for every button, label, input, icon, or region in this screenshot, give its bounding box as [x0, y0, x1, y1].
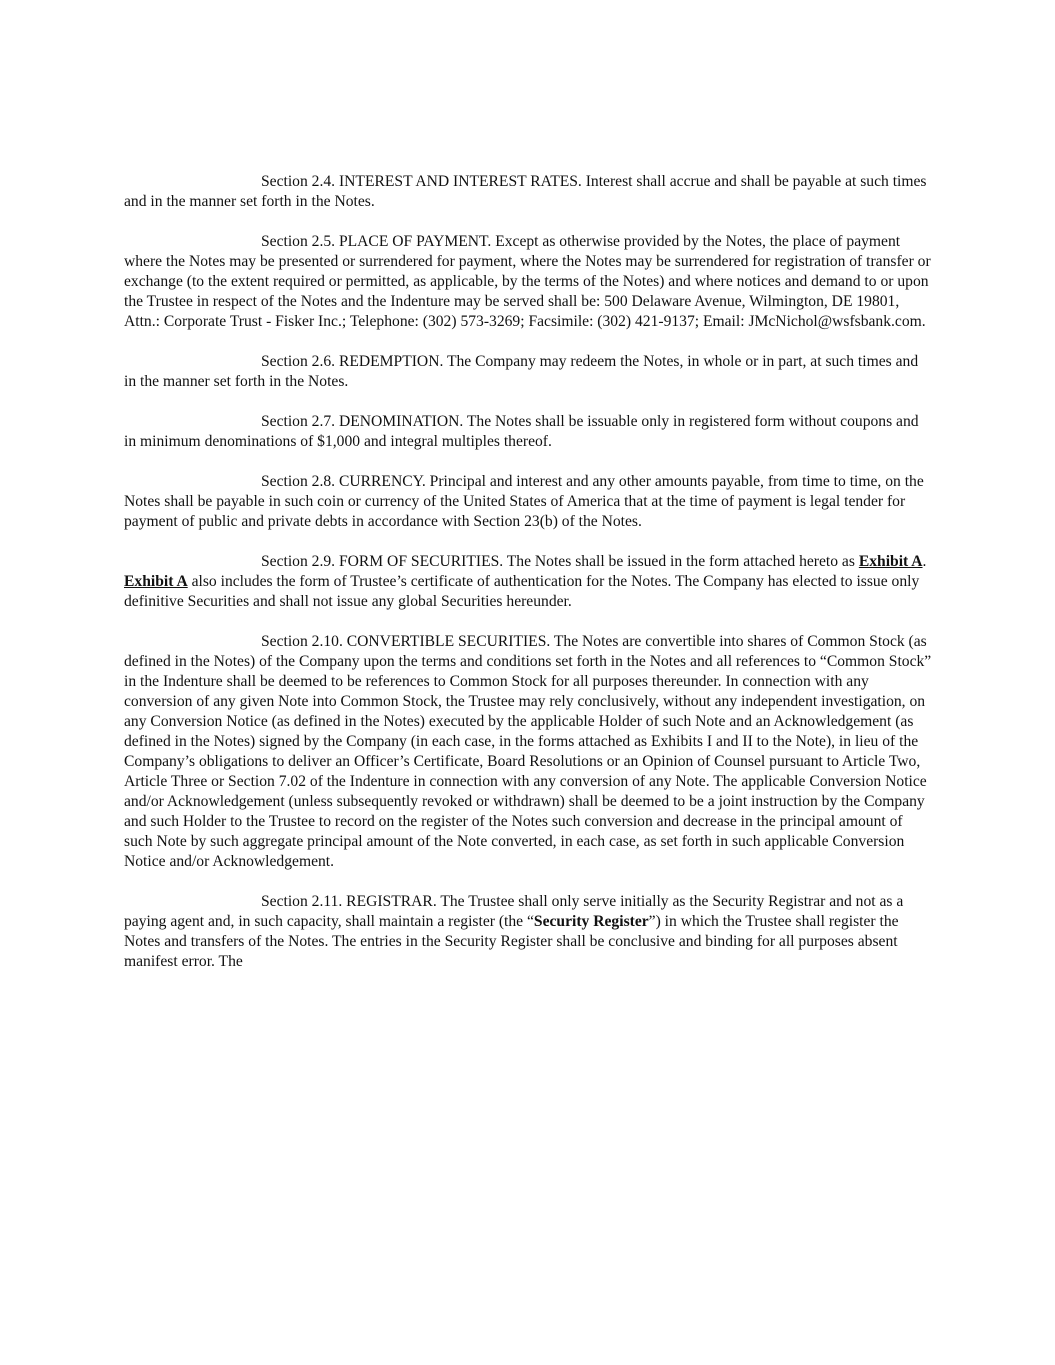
section-2-9-separator: .: [922, 553, 927, 570]
section-2-9-rest: also includes the form of Trustee’s certificate of authentication for the Notes. The Company has elected to issue only definitive Securities and shall not issue any global Securities hereunder.: [124, 573, 920, 610]
section-2-10-convertible-securities: Section 2.10. CONVERTIBLE SECURITIES. The Notes are convertible into shares of Common Stock (as defined in the Notes) of the Company upon the terms and conditions set forth in the Notes and all references to “Common Stock” in the Indenture shall be deemed to be references to Common Stock for all purposes thereunder. In connection with any conversion of any given Note into Common Stock, the Trustee may rely conclusively, without any independent investigation, on any Conversion Notice (as defined in the Notes) executed by the applicable Holder of such Note and an Acknowledgement (as defined in the Notes) signed by the Company (in each case, in the forms attached as Exhibits I and II to the Note), in lieu of the Company’s obligations to deliver an Officer’s Certificate, Board Resolutions or an Opinion of Counsel pursuant to Article Two, Article Three or Section 7.02 of the Indenture in connection with any conversion of any Note. The applicable Conversion Notice and/or Acknowledgement (unless subsequently revoked or withdrawn) shall be deemed to be a joint instruction by the Company and such Holder to the Trustee to record on the register of the Notes such conversion and decrease in the principal amount of such Note by such aggregate principal amount of the Note converted, in each case, as set forth in such applicable Conversion Notice and/or Acknowledgement.: [124, 633, 932, 870]
section-2-11-rest: ”) in which the Trustee shall register the Notes and transfers of the Notes. The entries in the Security Register shall be conclusive and binding for all purposes absent manifest error. The: [124, 913, 899, 970]
section-2-6-redemption: Section 2.6. REDEMPTION. The Company may redeem the Notes, in whole or in part, at such times and in the manner set forth in the Notes.: [124, 353, 919, 390]
document-body: [124, 172, 932, 992]
security-register-term: Security Register: [533, 913, 649, 930]
section-2-9-lead: Section 2.9. FORM OF SECURITIES. The Notes shall be issued in the form attached hereto as: [261, 553, 859, 570]
section-2-7-denomination: Section 2.7. DENOMINATION. The Notes shall be issuable only in registered form without coupons and in minimum denominations of $1,000 and integral multiples thereof.: [124, 413, 919, 450]
exhibit-a-reference: Exhibit A: [858, 553, 923, 570]
section-2-11-lead: Section 2.11. REGISTRAR. The Trustee shall only serve initially as the Security Registrar and not as a paying agent and, in such capacity, shall maintain a register (the “: [124, 893, 904, 930]
section-2-8-currency: Section 2.8. CURRENCY. Principal and interest and any other amounts payable, from time to time, on the Notes shall be payable in such coin or currency of the United States of America that at the time of payment is legal tender for payment of public and private debts in accordance with Section 23(b) of the Notes.: [124, 473, 924, 530]
section-2-4-interest: Section 2.4. INTEREST AND INTEREST RATES. Interest shall accrue and shall be payable at such times and in the manner set forth in the Notes.: [124, 173, 927, 210]
section-2-9-form-of-securities: [124, 552, 932, 612]
section-2-11-registrar: [124, 892, 932, 972]
exhibit-a-reference-2: Exhibit A: [124, 573, 188, 590]
section-2-5-place-of-payment: Section 2.5. PLACE OF PAYMENT. Except as otherwise provided by the Notes, the place of payment where the Notes may be presented or surrendered for payment, where the Notes may be surrendered for registration of transfer or exchange (to the extent required or permitted, as applicable, by the terms of the Notes) and where notices and demand to or upon the Trustee in respect of the Notes and the Indenture may be served shall be: 500 Delaware Avenue, Wilmington, DE 19801, Attn.: Corporate Trust - Fisker Inc.; Telephone: (302) 573-3269; Facsimile: (302) 421-9137; Email: JMcNichol@wsfsbank.com.: [124, 233, 931, 330]
